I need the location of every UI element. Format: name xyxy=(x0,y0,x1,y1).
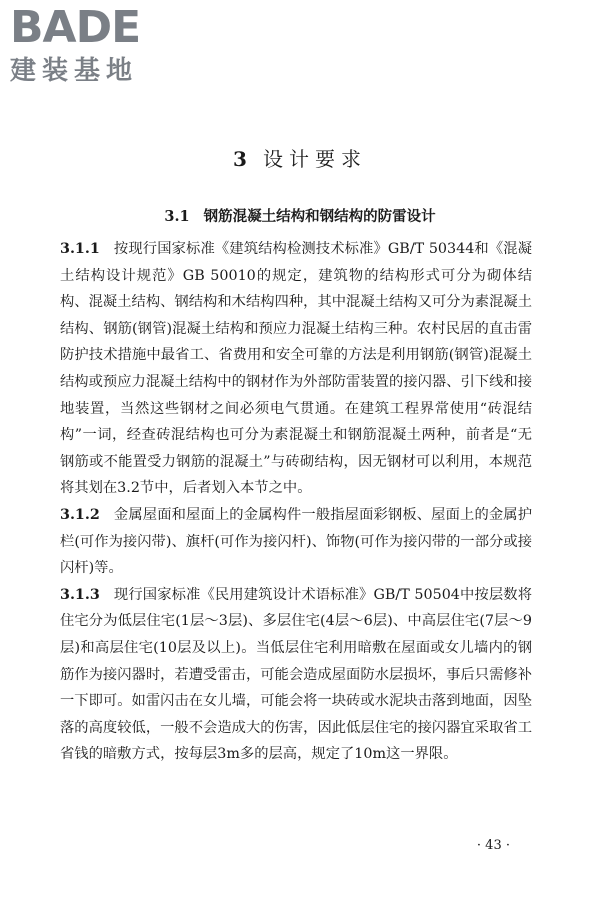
clause-number: 3.1.3 xyxy=(60,586,100,603)
logo-subtitle: 建装基地 xyxy=(10,56,139,86)
publisher-logo xyxy=(10,2,180,86)
logo-wordmark: BADE xyxy=(10,2,141,53)
section-title: 钢筋混凝土结构和钢结构的防雷设计 xyxy=(203,209,436,225)
section-heading xyxy=(0,205,600,226)
clause-text: 现行国家标准《民用建筑设计术语标准》GB/T 50504中按层数将住宅分为低层住宅(1层～3层)、多层住宅(4层～6层)、中高层住宅(7层～9层)和高层住宅(10层及以上)。当低层住宅利用暗敷在屋面或女儿墙内的钢筋作为接闪器时，若遭受雷击，可能会造成屋面防水层损坏，事后只需修补一下即可。如雷闪击在女儿墙，可能会将一块砖或水泥块击落到地面，因坠落的高度较低，一般不会造成大的伤害，因此低层住宅的接闪器宜采取省工省钱的暗敷方式，按每层3m多的层高，规定了10m这一界限。 xyxy=(60,586,532,763)
clause-number: 3.1.2 xyxy=(60,506,100,523)
clause-number: 3.1.1 xyxy=(60,241,100,257)
clause-text: 金属屋面和屋面上的金属构件一般指屋面彩钢板、屋面上的金属护栏(可作为接闪带)、旗杆(可作为接闪杆)、饰物(可作为接闪带的一部分或接闪杆)等。 xyxy=(60,506,532,577)
chapter-number: 3 xyxy=(233,147,253,171)
clause-paragraph xyxy=(60,236,532,502)
chapter-heading xyxy=(0,143,600,172)
clause-text: 按现行国家标准《建筑结构检测技术标准》GB/T 50344和《混凝土结构设计规范》GB 50010的规定，建筑物的结构形式可分为砌体结构、混凝土结构、钢结构和木结构四种，其中混凝土结构又可分为素混凝土结构、钢筋(钢管)混凝土结构和预应力混凝土结构三种。农村民居的直击雷防护技术措施中最省工、省费用和安全可靠的方法是利用钢筋(钢管)混凝土结构或预应力混凝土结构中的钢材作为外部防雷装置的接闪器、引下线和接地装置，当然这些钢材之间必须电气贯通。在建筑工程界常使用“砖混结构”一词，经查砖混结构也可分为素混凝土和钢筋混凝土两种，前者是“无钢筋或不能置受力钢筋的混凝土”与砖砌结构，因无钢材可以利用，本规范将其划在3.2节中，后者划入本节之中。 xyxy=(60,241,532,497)
clause-paragraph xyxy=(60,502,532,582)
clause-paragraph xyxy=(60,582,532,768)
chapter-title: 设计要求 xyxy=(262,147,367,171)
section-number: 3.1 xyxy=(164,208,190,225)
body-text xyxy=(60,236,532,768)
page-number: · 43 · xyxy=(476,838,510,853)
